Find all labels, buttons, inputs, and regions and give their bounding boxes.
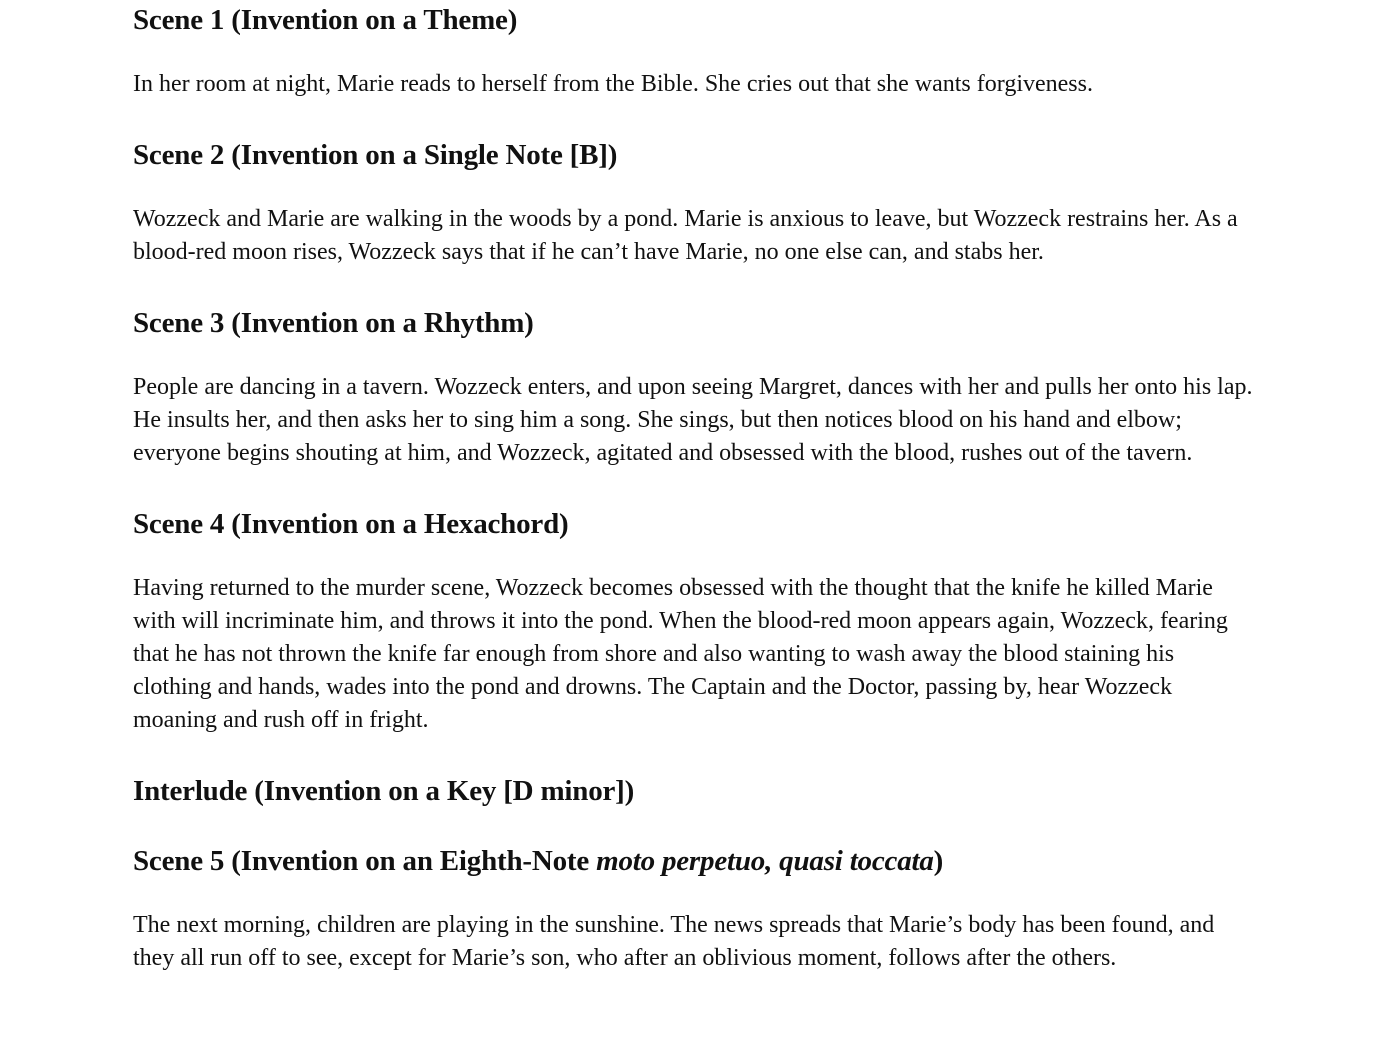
scene-1-text: In her room at night, Marie reads to herself from the Bible. She cries out that she wants forgiveness. [133,71,1093,97]
synopsis-content [133,0,1258,975]
scene-5-heading-suffix: ) [933,845,944,877]
scene-2-heading: Scene 2 (Invention on a Single Note [B]) [133,139,618,171]
interlude-heading: Interlude (Invention on a Key [D minor]) [133,775,635,807]
scene-1-heading: Scene 1 (Invention on a Theme) [133,4,518,36]
scene-5-heading [133,843,1258,879]
scene-2-text: Wozzeck and Marie are walking in the woods by a pond. Marie is anxious to leave, but Wozzeck restrains her. As a blood-red moon rises, Wozzeck says that if he can’t have Marie, no one else can, and stabs her. [133,206,1238,265]
scene-5-heading-italic: moto perpetuo, quasi toccata [596,845,934,877]
scene-4-heading: Scene 4 (Invention on a Hexachord) [133,508,569,540]
scene-3-text: People are dancing in a tavern. Wozzeck enters, and upon seeing Margret, dances with her and pulls her onto his lap. He insults her, and then asks her to sing him a song. She sings, but then notices blood on his hand and elbow; everyone begins shouting at him, and Wozzeck, agitated and obsessed with the blood, rushes out of the tavern. [133,374,1253,466]
scene-5-heading-prefix: Scene 5 (Invention on an Eighth-Note [133,845,597,877]
scene-5-text: The next morning, children are playing in the sunshine. The news spreads that Marie’s body has been found, and they all run off to see, except for Marie’s son, who after an oblivious moment, follows after the others. [133,912,1215,971]
scene-3-heading: Scene 3 (Invention on a Rhythm) [133,307,534,339]
scene-4-text: Having returned to the murder scene, Wozzeck becomes obsessed with the thought that the knife he killed Marie with will incriminate him, and throws it into the pond. When the blood-red moon appears again, Wozzeck, fearing that he has not thrown the knife far enough from shore and also wanting to wash away the blood staining his clothing and hands, wades into the pond and drowns. The Captain and the Doctor, passing by, hear Wozzeck moaning and rush off in fright. [133,575,1228,733]
